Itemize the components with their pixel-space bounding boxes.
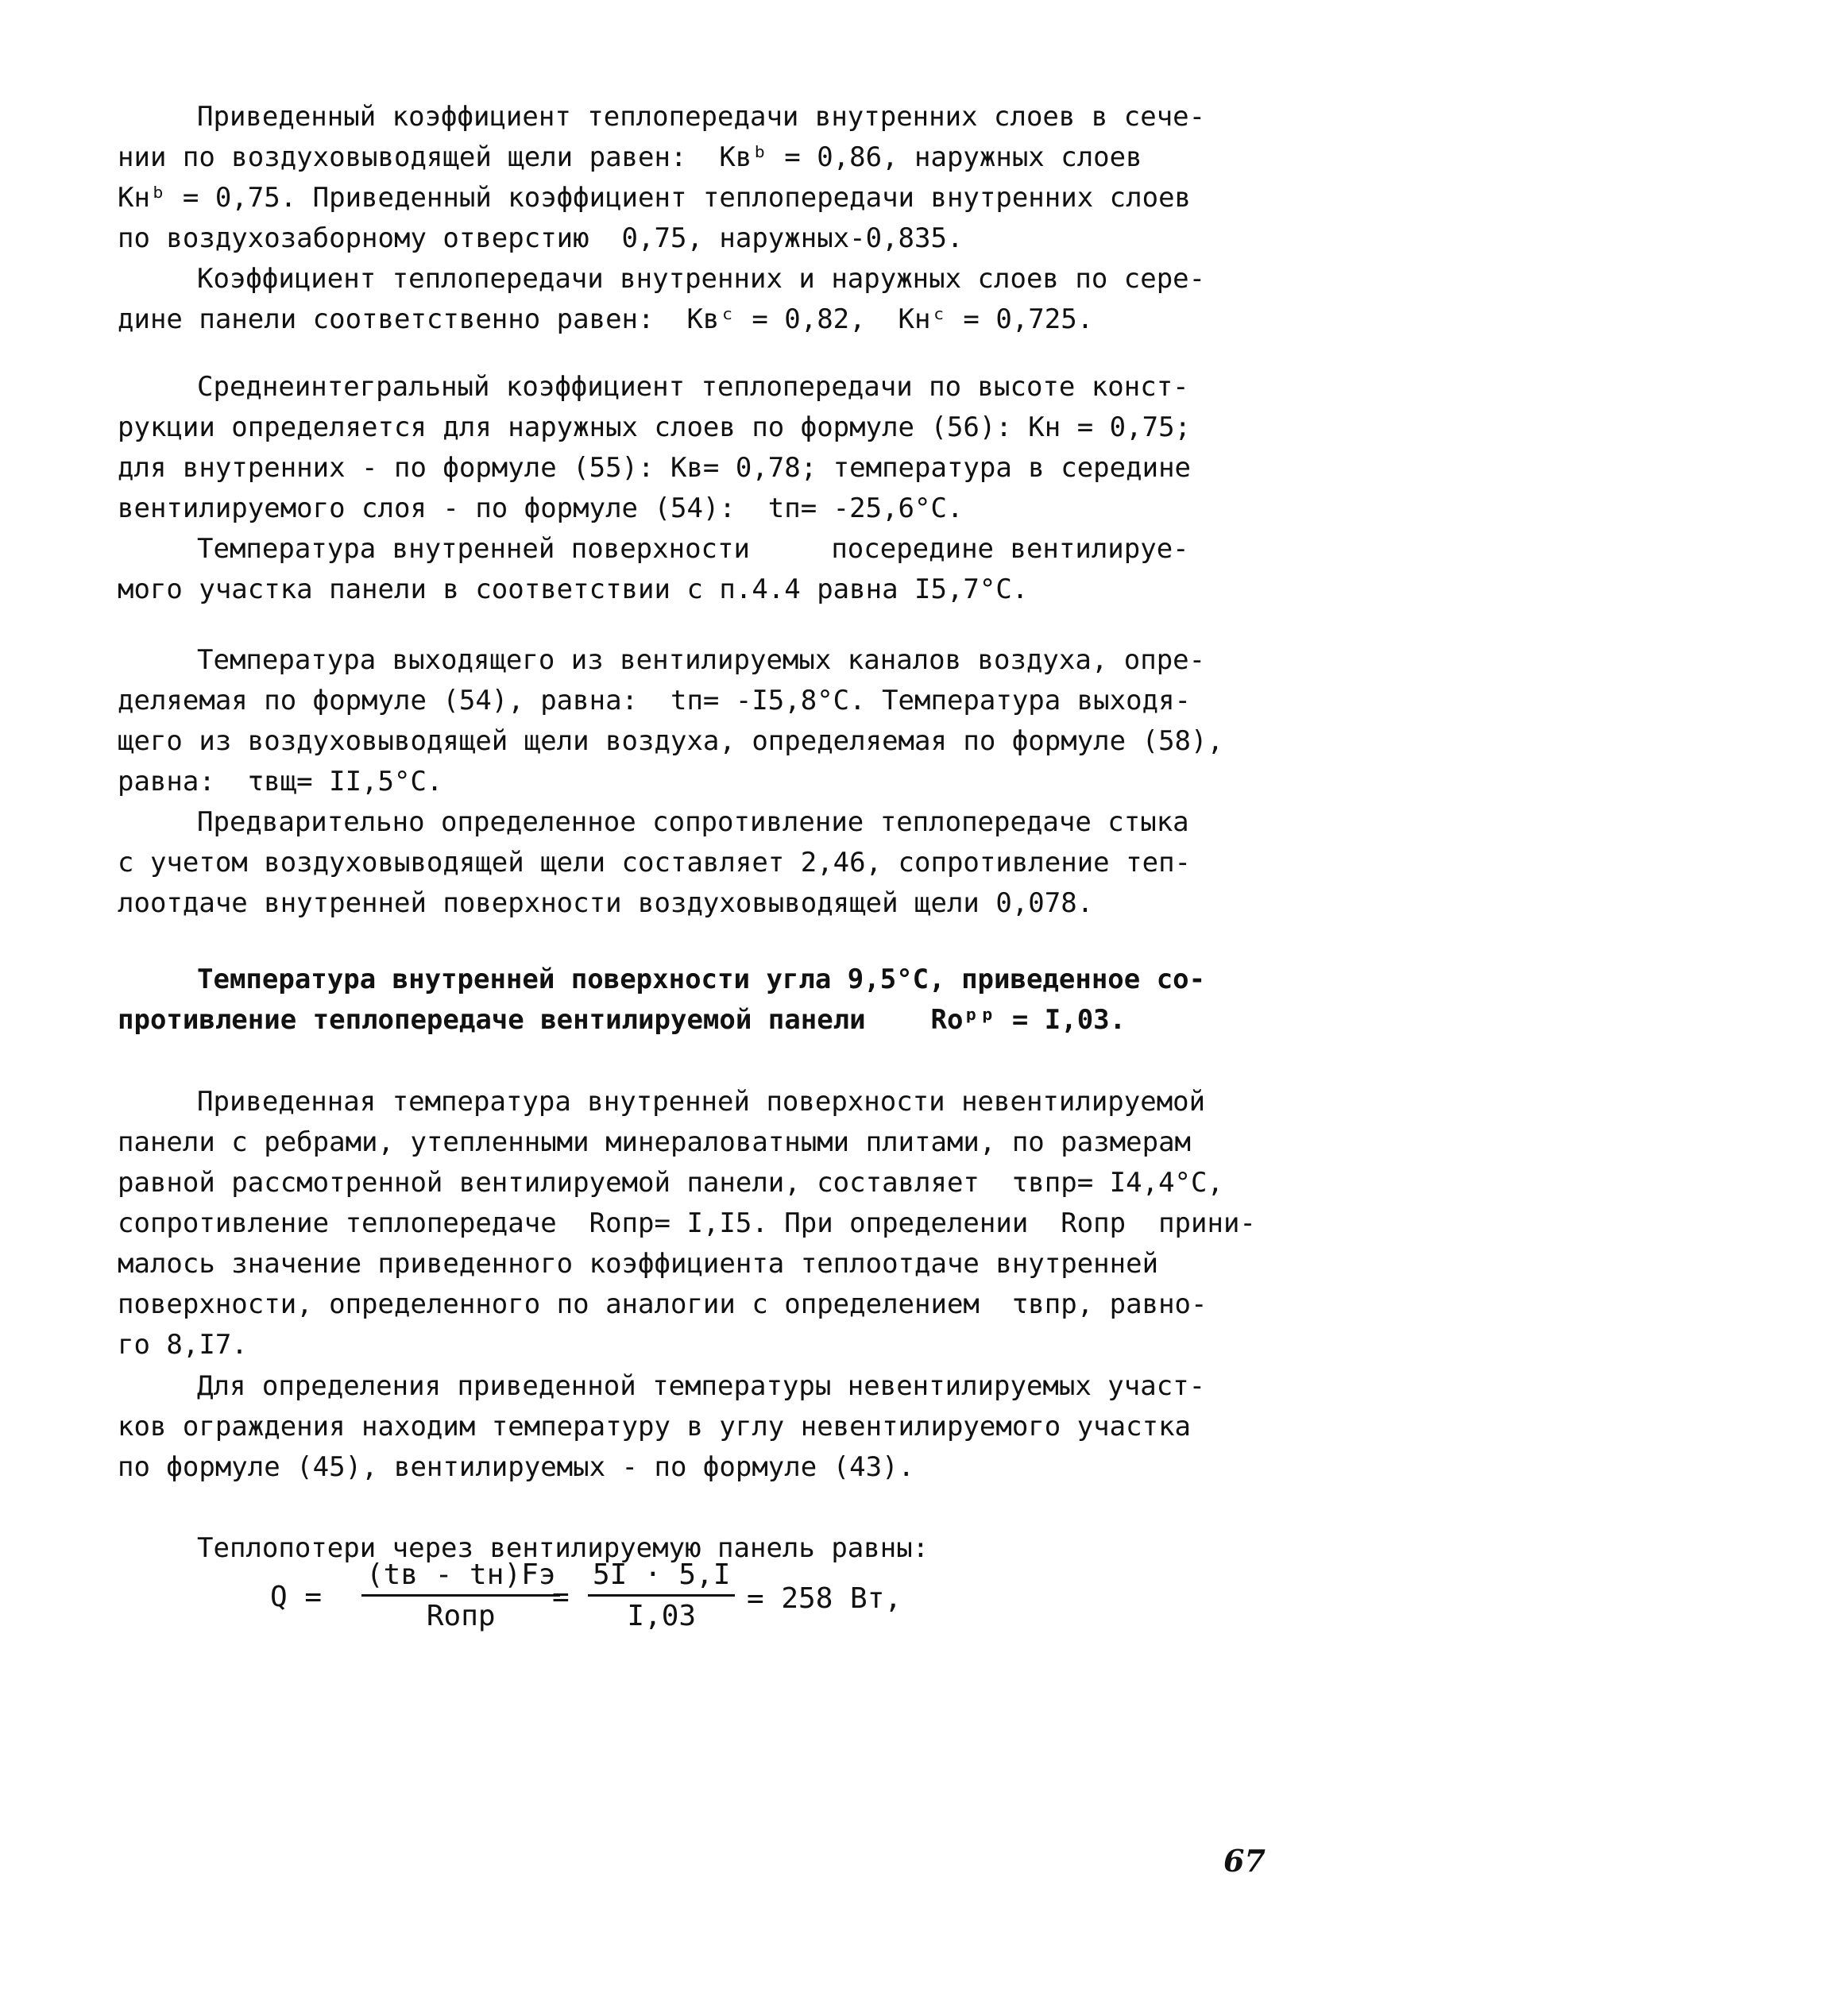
text-line: по воздухозаборному отверстию 0,75, наружных-0,835. [118, 222, 964, 254]
text-line: Температура выходящего из вентилируемых каналов воздуха, опре- [197, 644, 1206, 676]
text-line: нии по воздуховыводящей щели равен: Kвᵇ = 0,86, наружных слоев [118, 141, 1142, 173]
text-line: равной рассмотренной вентилируемой панели, составляет τвпр= I4,4°C, [118, 1167, 1223, 1199]
paragraph-8 [118, 1082, 1254, 1365]
text-line: сопротивление теплопередаче Rопр= I,I5. При определении Rопр прини- [118, 1207, 1256, 1239]
formula-fraction-symbolic [361, 1558, 560, 1632]
page-number: 67 [1223, 1843, 1266, 1879]
text-line: Температура внутренней поверхности угла 9,5°C, приведенное со- [197, 964, 1206, 995]
paragraph-6 [118, 802, 1254, 924]
paragraph-9 [118, 1366, 1254, 1488]
text-line: Коэффициент теплопередачи внутренних и наружных слоев по сере- [197, 263, 1206, 295]
paragraph-3 [118, 367, 1254, 529]
paragraph-7-bold [118, 960, 1254, 1041]
text-line: лоотдаче внутренней поверхности воздуховыводящей щели 0,078. [118, 887, 1094, 919]
text-line: Теплопотери через вентилируемую панель равны: [197, 1532, 929, 1564]
formula-result: = 258 Вт, [747, 1582, 902, 1615]
paragraph-2 [118, 259, 1254, 340]
paragraph-5 [118, 640, 1254, 802]
text-line: рукции определяется для наружных слоев по формуле (56): Kн = 0,75; [118, 411, 1192, 443]
heat-loss-formula [270, 1558, 985, 1654]
paragraph-1 [118, 97, 1254, 259]
text-line: Kнᵇ = 0,75. Приведенный коэффициент теплопередачи внутренних слоев [118, 182, 1192, 214]
text-line: Среднеинтегральный коэффициент теплопередачи по высоте конст- [197, 371, 1189, 403]
text-line: для внутренних - по формуле (55): Kв= 0,78; температура в середине [118, 452, 1192, 484]
text-line: противление теплопередаче вентилируемой панели Rоᵖᵖ = I,03. [118, 1004, 1126, 1036]
fraction-numerator: 5I · 5,I [588, 1558, 735, 1597]
text-line: Для определения приведенной температуры невентилируемых участ- [197, 1370, 1206, 1402]
formula-lhs: Q = [270, 1581, 323, 1613]
text-line: щего из воздуховыводящей щели воздуха, определяемая по формуле (58), [118, 725, 1223, 757]
text-line: панели с ребрами, утепленными минераловатными плитами, по размерам [118, 1126, 1192, 1158]
fraction-denominator: I,03 [627, 1600, 697, 1632]
text-line: с учетом воздуховыводящей щели составляет 2,46, сопротивление теп- [118, 847, 1192, 879]
text-line: равна: τвщ= II,5°C. [118, 766, 443, 798]
text-line: Приведенная температура внутренней поверхности невентилируемой [197, 1086, 1206, 1118]
text-line: ков ограждения находим температуру в углу невентилируемого участка [118, 1411, 1192, 1442]
text-line: дине панели соответственно равен: Kвᶜ = 0,82, Kнᶜ = 0,725. [118, 303, 1094, 335]
text-line: Приведенный коэффициент теплопередачи внутренних слоев в сече- [197, 101, 1206, 133]
text-line: Предварительно определенное сопротивление теплопередаче стыка [197, 806, 1189, 838]
text-line: деляемая по формуле (54), равна: tп= -I5,8°C. Температура выходя- [118, 685, 1192, 716]
text-line: мого участка панели в соответствии с п.4.4 равна I5,7°C. [118, 574, 1029, 605]
paragraph-4 [118, 529, 1254, 610]
fraction-denominator: Rопр [426, 1600, 496, 1632]
text-line: вентилируемого слоя - по формуле (54): tп= -25,6°C. [118, 492, 964, 524]
text-line: поверхности, определенного по аналогии с определением τвпр, равно- [118, 1288, 1208, 1320]
text-line: по формуле (45), вентилируемых - по формуле (43). [118, 1451, 915, 1483]
text-line: малось значение приведенного коэффициента теплоотдаче внутренней [118, 1248, 1159, 1280]
fraction-numerator: (tв - tн)Fэ [361, 1558, 560, 1597]
text-line: го 8,I7. [118, 1329, 248, 1361]
text-line: Температура внутренней поверхности посередине вентилируе- [197, 533, 1189, 565]
formula-fraction-numeric [588, 1558, 735, 1632]
formula-equals: = [552, 1581, 570, 1613]
